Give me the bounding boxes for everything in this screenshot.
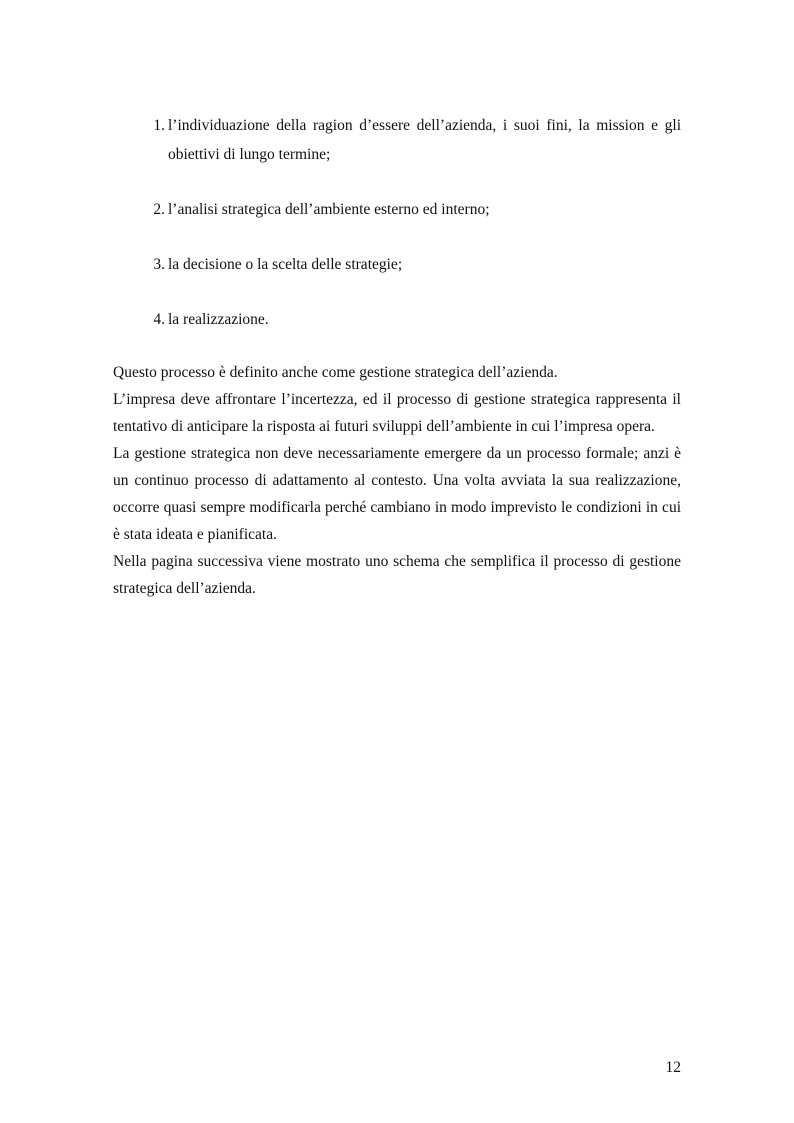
list-item-number: 2. — [153, 201, 165, 218]
paragraph: Nella pagina successiva viene mostrato uno schema che semplifica il processo di gestione strategica dell’azienda. — [113, 553, 681, 597]
paragraph: Questo processo è definito anche come gestione strategica dell’azienda. — [113, 364, 558, 381]
paragraph: La gestione strategica non deve necessariamente emergere da un processo formale; anzi è un continuo processo di adattamento al contesto. Una volta avviata la sua realizzazione, occorre quasi sempre modificarla perché cambiano in modo imprevisto le condizioni in cui è stata ideata e pianificata. — [113, 445, 681, 543]
list-item — [113, 250, 681, 279]
body-text — [113, 359, 681, 602]
list-item-number: 4. — [153, 311, 165, 328]
page-number: 12 — [665, 1059, 681, 1076]
numbered-list — [113, 111, 681, 360]
list-item-number: 1. — [153, 117, 165, 134]
list-item-text: la decisione o la scelta delle strategie; — [168, 256, 403, 273]
paragraph: L’impresa deve affrontare l’incertezza, ed il processo di gestione strategica rappresenta il tentativo di anticipare la risposta ai futuri sviluppi dell’ambiente in cui l’impresa opera. — [113, 391, 681, 435]
list-item — [113, 195, 681, 224]
list-item-number: 3. — [153, 256, 165, 273]
list-item-text: la realizzazione. — [168, 311, 269, 328]
list-item — [113, 305, 681, 334]
list-item-text: l’analisi strategica dell’ambiente esterno ed interno; — [168, 201, 490, 218]
list-item-text: l’individuazione della ragion d’essere dell’azienda, i suoi fini, la mission e gli obiettivi di lungo termine; — [168, 117, 681, 163]
list-item — [113, 111, 681, 169]
